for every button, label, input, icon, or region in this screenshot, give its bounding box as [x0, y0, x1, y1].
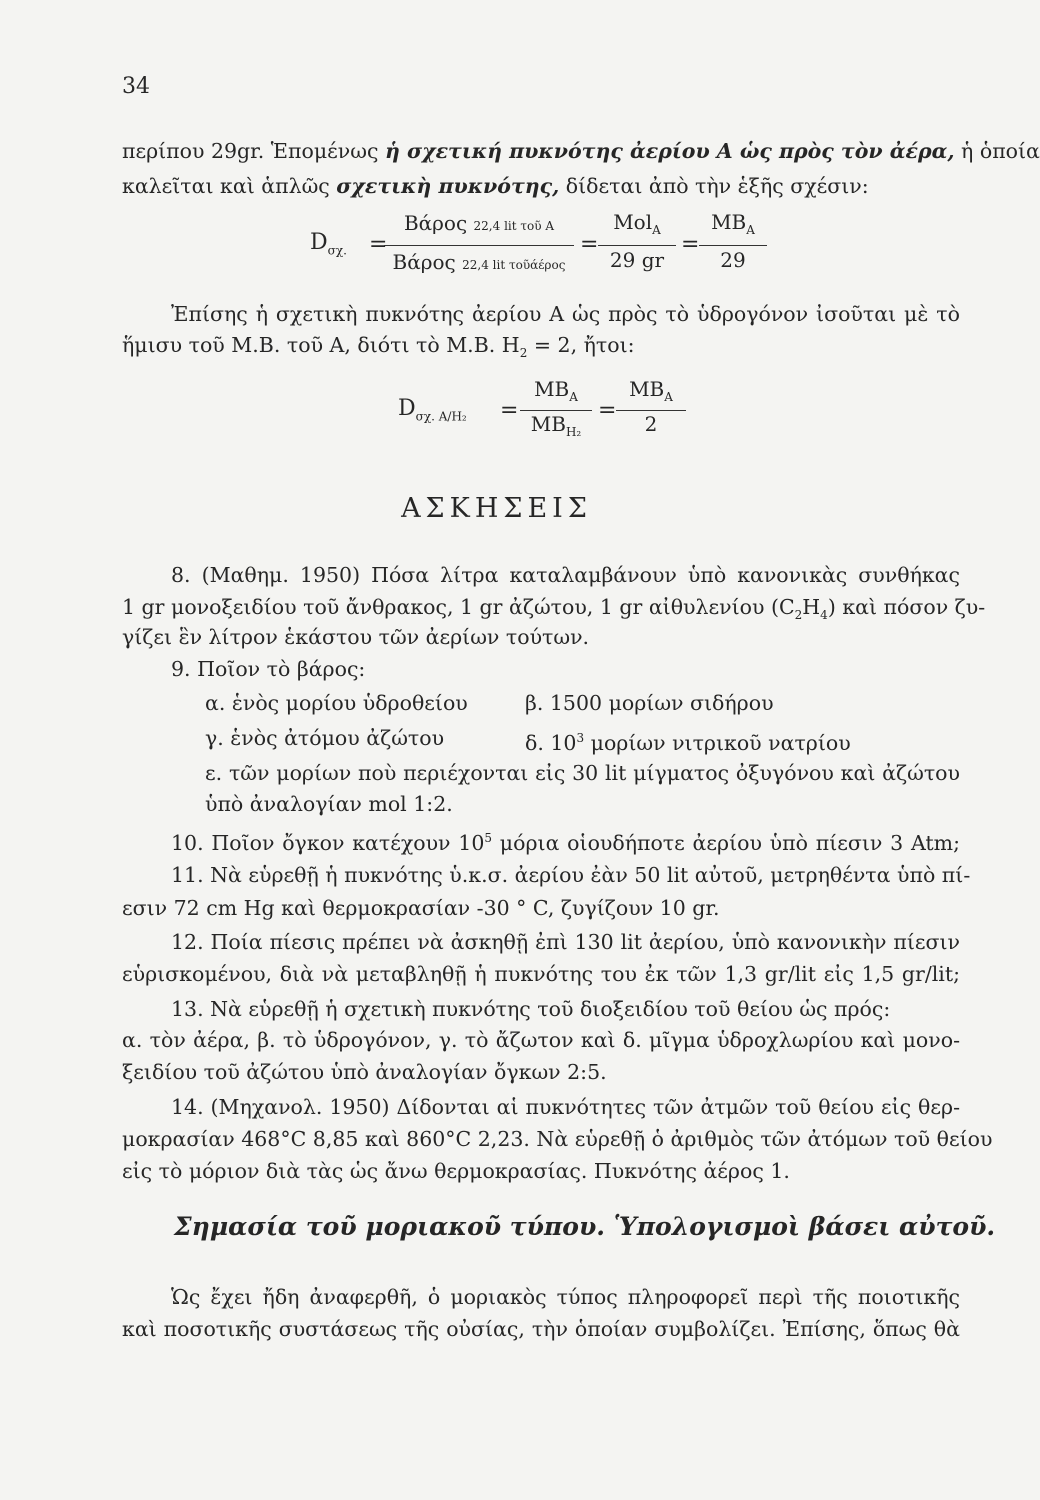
- page-number: 34: [122, 74, 150, 99]
- exercise-9-item-a: α. ἑνὸς μορίου ὑδροθείου: [205, 691, 468, 715]
- exercise-13-line-3: ξειδίου τοῦ ἀζώτου ὑπὸ ἀναλογίαν ὄγκων 2:5.: [122, 1060, 607, 1084]
- intro-line-1: περίπου 29gr. Ἑπομένως ἡ σχετική πυκνότης ἀερίου Α ὡς πρὸς τὸν ἀέρα, ἡ ὁποία: [122, 139, 1040, 163]
- equals-sign: =: [681, 232, 700, 257]
- equals-sign: =: [580, 232, 599, 257]
- fraction-bar: [616, 410, 686, 411]
- formula2-lhs: $D_{\sigma\chi. A/H_2}$: [398, 396, 467, 424]
- exercise-11-line-1: 11. Νὰ εὑρεθῇ ἡ πυκνότης ὑ.κ.σ. ἀερίου ἐὰν 50 lit αὐτοῦ, μετρηθέντα ὑπὸ πί-: [171, 863, 971, 887]
- formula2-denominator-1: $MB_{H_2}$: [530, 412, 582, 439]
- intro-line-2: καλεῖται καὶ ἁπλῶς σχετικὴ πυκνότης, δίδεται ἀπὸ τὴν ἑξῆς σχέσιν:: [122, 174, 869, 198]
- formula1-denominator-3: 29: [720, 248, 746, 272]
- emphasis-relative-density: σχετικὴ πυκνότης,: [336, 174, 560, 198]
- emphasis-relative-density-air: ἡ σχετική πυκνότης ἀερίου Α ὡς πρὸς τὸν ἀέρα,: [384, 139, 955, 163]
- exercise-12-line-2: εὑρισκομένου, διὰ νὰ μεταβληθῇ ἡ πυκνότης του ἐκ τῶν 1,3 gr/lit εἰς 1,5 gr/lit;: [122, 962, 960, 986]
- exercise-12-line-1: 12. Ποία πίεσις πρέπει νὰ ἀσκηθῇ ἐπὶ 130 lit ἀερίου, ὑπὸ κανονικὴν πίεσιν: [171, 930, 960, 954]
- exercise-13-line-2: α. τὸν ἀέρα, β. τὸ ὑδρογόνον, γ. τὸ ἄζωτον καὶ δ. μῖγμα ὑδροχλωρίου καὶ μονο-: [122, 1028, 960, 1052]
- formula1-numerator-1: Βάρος 22,4 lit τοῦ Α: [403, 211, 555, 235]
- formula2-numerator-2: $MB_A$: [629, 377, 673, 404]
- exercise-9-item-d: δ. $10^3$ μορίων νιτρικοῦ νατρίου: [525, 730, 851, 755]
- formula1-denominator-2: 29 gr: [609, 248, 665, 272]
- exercise-9-item-b: β. 1500 μορίων σιδήρου: [525, 691, 774, 715]
- para2-line-2: ἥμισυ τοῦ Μ.Β. τοῦ Α, διότι τὸ Μ.Β. $H_2 = 2$, ἤτοι:: [122, 333, 635, 361]
- fraction-bar: [699, 245, 767, 246]
- section-title: Σημασία τοῦ μοριακοῦ τύπου. Ὑπολογισμοὶ βάσει αὐτοῦ.: [174, 1212, 996, 1241]
- fraction-bar: [520, 410, 592, 411]
- exercise-9-item-c: γ. ἑνὸς ἀτόμου ἀζώτου: [205, 726, 445, 750]
- equals-sign: =: [500, 398, 519, 423]
- exercise-11-line-2: εσιν 72 cm Hg καὶ θερμοκρασίαν -30 ° C, ζυγίζουν 10 gr.: [122, 896, 720, 920]
- formula1-numerator-2: Mol$_A$: [613, 210, 661, 237]
- exercise-10: 10. Ποῖον ὄγκον κατέχουν $10^5$ μόρια οἱουδήποτε ἀερίου ὑπὸ πίεσιν 3 Atm;: [171, 830, 960, 855]
- fraction-bar: [598, 245, 676, 246]
- equals-sign: =: [598, 398, 617, 423]
- exercise-14-line-2: μοκρασίαν 468°C 8,85 καὶ 860°C 2,23. Νὰ εὑρεθῇ ὁ ἀριθμὸς τῶν ἀτόμων τοῦ θείου: [122, 1127, 993, 1151]
- exercise-8-line-1: 8. (Μαθημ. 1950) Πόσα λίτρα καταλαμβάνουν ὑπὸ κανονικὰς συνθήκας: [171, 563, 960, 587]
- exercise-14-line-1: 14. (Μηχανολ. 1950) Δίδονται αἱ πυκνότητες τῶν ἀτμῶν τοῦ θείου εἰς θερ-: [171, 1095, 960, 1119]
- formula2-denominator-2: 2: [644, 412, 658, 436]
- exercise-9-title: 9. Ποῖον τὸ βάρος:: [171, 657, 366, 681]
- formula1-numerator-3: $MB_A$: [711, 210, 755, 237]
- exercise-9-item-e-line-1: ε. τῶν μορίων ποὺ περιέχονται εἰς 30 lit μίγματος ὀξυγόνου καὶ ἀζώτου: [205, 761, 960, 785]
- final-para-line-2: καὶ ποσοτικῆς συστάσεως τῆς οὐσίας, τὴν ὁποίαν συμβολίζει. Ἐπίσης, ὅπως θὰ: [122, 1317, 960, 1341]
- exercise-14-line-3: εἰς τὸ μόριον διὰ τὰς ὡς ἄνω θερμοκρασίας. Πυκνότης ἀέρος 1.: [122, 1159, 790, 1183]
- exercise-8-line-3: γίζει ἓν λίτρον ἑκάστου τῶν ἀερίων τούτων.: [122, 625, 590, 649]
- final-para-line-1: Ὡς ἔχει ἤδη ἀναφερθῆ, ὁ μοριακὸς τύπος πληροφορεῖ περὶ τῆς ποιοτικῆς: [171, 1285, 960, 1309]
- para2-line-1: Ἐπίσης ἡ σχετικὴ πυκνότης ἀερίου Α ὡς πρὸς τὸ ὑδρογόνον ἰσοῦται μὲ τὸ: [171, 302, 960, 326]
- formula1-denominator-1: Βάρος 22,4 lit τοῦάέρος: [392, 250, 566, 274]
- exercise-8-line-2: 1 gr μονοξειδίου τοῦ ἄνθρακος, 1 gr ἀζώτου, 1 gr αἰθυλενίου $(C_2H_4)$ καὶ πόσον ζυ-: [122, 595, 986, 623]
- formula1-lhs: $D_{\sigma\chi.}$: [310, 230, 347, 258]
- formula2-numerator-1: $MB_A$: [534, 377, 578, 404]
- exercise-13-line-1: 13. Νὰ εὑρεθῇ ἡ σχετικὴ πυκνότης τοῦ διοξειδίου τοῦ θείου ὡς πρός:: [171, 997, 891, 1021]
- fraction-bar: [384, 245, 574, 246]
- exercises-heading: ΑΣΚΗΣΕΙΣ: [401, 493, 592, 524]
- equals-sign: =: [369, 232, 388, 257]
- exercise-9-item-e-line-2: ὑπὸ ἀναλογίαν mol 1:2.: [205, 792, 453, 816]
